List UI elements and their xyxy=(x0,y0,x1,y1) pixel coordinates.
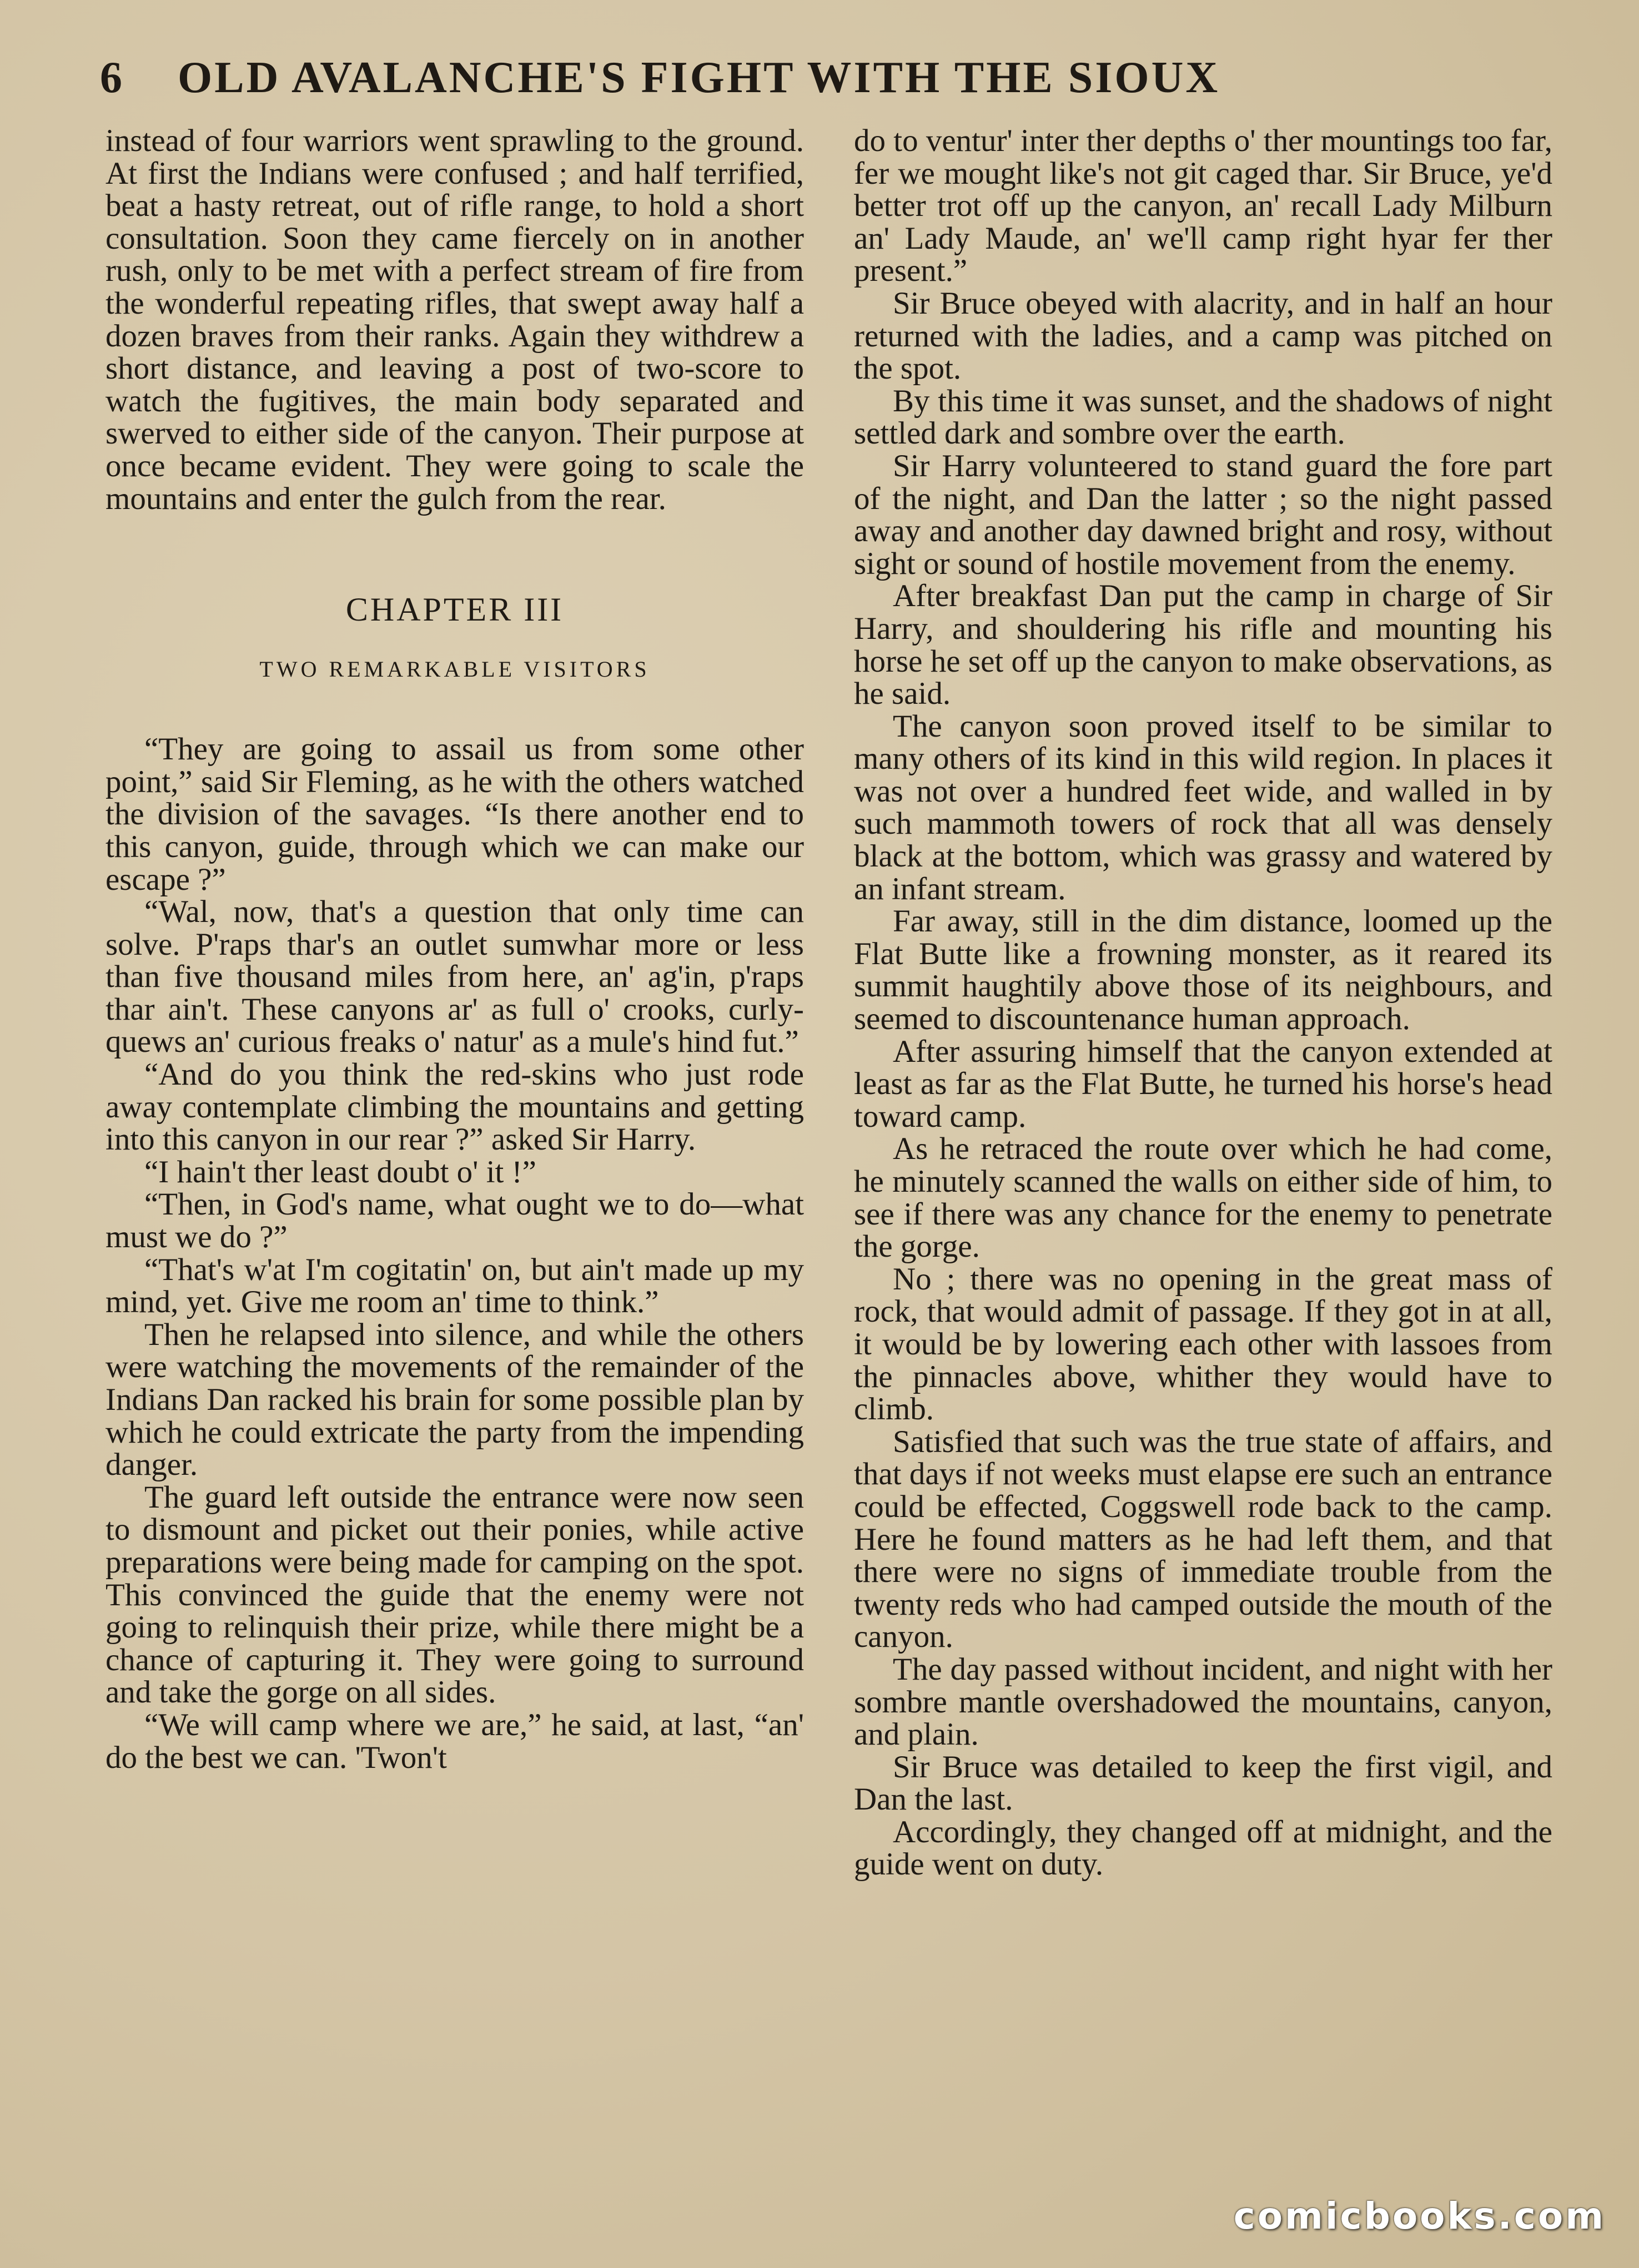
paragraph: After assuring himself that the canyon extended at least as far as the Flat Butte, he turned his horse's head toward camp. xyxy=(854,1034,1552,1134)
paragraph: Sir Bruce obeyed with alacrity, and in half an hour returned with the ladies, and a camp was pitched on the spot. xyxy=(854,285,1552,386)
paragraph: After breakfast Dan put the camp in charge of Sir Harry, and shouldering his rifle and mounting his horse he set off up the canyon to make observations, as he said. xyxy=(854,578,1552,712)
chapter-title: CHAPTER III xyxy=(345,591,564,628)
paragraph: “That's w'at I'm cogitatin' on, but ain't made up my mind, yet. Give me room an' time to think.” xyxy=(105,1252,804,1320)
paragraph: Sir Harry volunteered to stand guard the fore part of the night, and Dan the latter ; so the night passed away and another day dawned bright and rosy, without sight or sound of hostile movement from the enemy. xyxy=(854,448,1552,581)
paragraph: Satisfied that such was the true state of affairs, and that days if not weeks must elapse ere such an entrance could be effected, Coggswell rode back to the camp. Here he found matters as he had left them, and that there were no signs of immediate trouble from the twenty reds who had camped outside the mouth of the canyon. xyxy=(854,1424,1552,1655)
page-header xyxy=(100,44,1566,111)
paragraph: Sir Bruce was detailed to keep the first vigil, and Dan the last. xyxy=(854,1749,1552,1817)
paragraph: instead of four warriors went sprawling to the ground. At first the Indians were confused ; and half terrified, beat a hasty retreat, out of rifle range, to hold a short consultation. Soon they came fiercely on in another rush, only to be met with a perfect stream of fire from the wonderful repeating rifles, that swept away half a dozen braves from their ranks. Again they withdrew a short distance, and leaving a post of two-score to watch the fugitives, the main body separated and swerved to either side of the canyon. Their purpose at once became evident. They were going to scale the mountains and enter the gulch from the rear. xyxy=(105,123,804,516)
chapter-heading xyxy=(105,590,804,683)
page-number: 6 xyxy=(100,53,122,102)
chapter-subtitle: TWO REMARKABLE VISITORS xyxy=(259,657,650,682)
watermark: comicbooks.com xyxy=(1233,2195,1606,2237)
left-column xyxy=(105,125,804,1774)
paragraph: By this time it was sunset, and the shadows of night settled dark and sombre over the earth. xyxy=(854,383,1552,451)
paragraph: “They are going to assail us from some other point,” said Sir Fleming, as he with the others watched the division of the savages. “Is there another end to this canyon, guide, through which we can make our escape ?” xyxy=(105,732,804,897)
paragraph: “We will camp where we are,” he said, at last, “an' do the best we can. 'Twon't xyxy=(105,1707,804,1775)
paragraph: “And do you think the red-skins who just rode away contemplate climbing the mountains and getting into this canyon in our rear ?” asked Sir Harry. xyxy=(105,1057,804,1157)
paragraph: Then he relapsed into silence, and while the others were watching the movements of the remainder of the Indians Dan racked his brain for some possible plan by which he could extricate the party from the impending danger. xyxy=(105,1317,804,1483)
paragraph: do to ventur' inter ther depths o' ther mountings too far, fer we mought like's not git caged thar. Sir Bruce, ye'd better trot off up the canyon, an' recall Lady Milburn an' Lady Maude, an' we'll camp right hyar fer ther present.” xyxy=(854,123,1552,289)
paragraph: The canyon soon proved itself to be similar to many others of its kind in this wild region. In places it was not over a hundred feet wide, and walled in by such mammoth towers of rock that all was densely black at the bottom, which was grassy and watered by an infant stream. xyxy=(854,708,1552,906)
paragraph: “Wal, now, that's a question that only time can solve. P'raps thar's an outlet sumwhar more or less than five thousand miles from here, an' ag'in, p'raps thar ain't. These canyons ar' as full o' crooks, curly-quews an' curious freaks o' natur' as a mule's hind fut.” xyxy=(105,894,804,1060)
paragraph: The day passed without incident, and night with her sombre mantle overshadowed the mountains, canyon, and plain. xyxy=(854,1651,1552,1752)
paragraph: No ; there was no opening in the great mass of rock, that would admit of passage. If they got in at all, it would be by lowering each other with lassoes from the pinnacles above, whither they would have to climb. xyxy=(854,1261,1552,1427)
paragraph: As he retraced the route over which he had come, he minutely scanned the walls on either side of him, to see if there was any chance for the enemy to penetrate the gorge. xyxy=(854,1131,1552,1264)
right-column xyxy=(854,125,1552,1881)
paragraph: Accordingly, they changed off at midnight, and the guide went on duty. xyxy=(854,1814,1552,1882)
paragraph: “Then, in God's name, what ought we to do—what must we do ?” xyxy=(105,1187,804,1255)
running-title: OLD AVALANCHE'S FIGHT WITH THE SIOUX xyxy=(178,53,1220,102)
paragraph: “I hain't ther least doubt o' it !” xyxy=(144,1154,536,1190)
paragraph: The guard left outside the entrance were now seen to dismount and picket out their ponies, while active preparations were being made for camping on the spot. This convinced the guide that the enemy were not going to relinquish their prize, while there might be a chance of capturing it. They were going to surround and take the gorge on all sides. xyxy=(105,1479,804,1710)
paragraph: Far away, still in the dim distance, loomed up the Flat Butte like a frowning monster, as it reared its summit haughtily above those of its neighbours, and seemed to discountenance human approach. xyxy=(854,904,1552,1037)
